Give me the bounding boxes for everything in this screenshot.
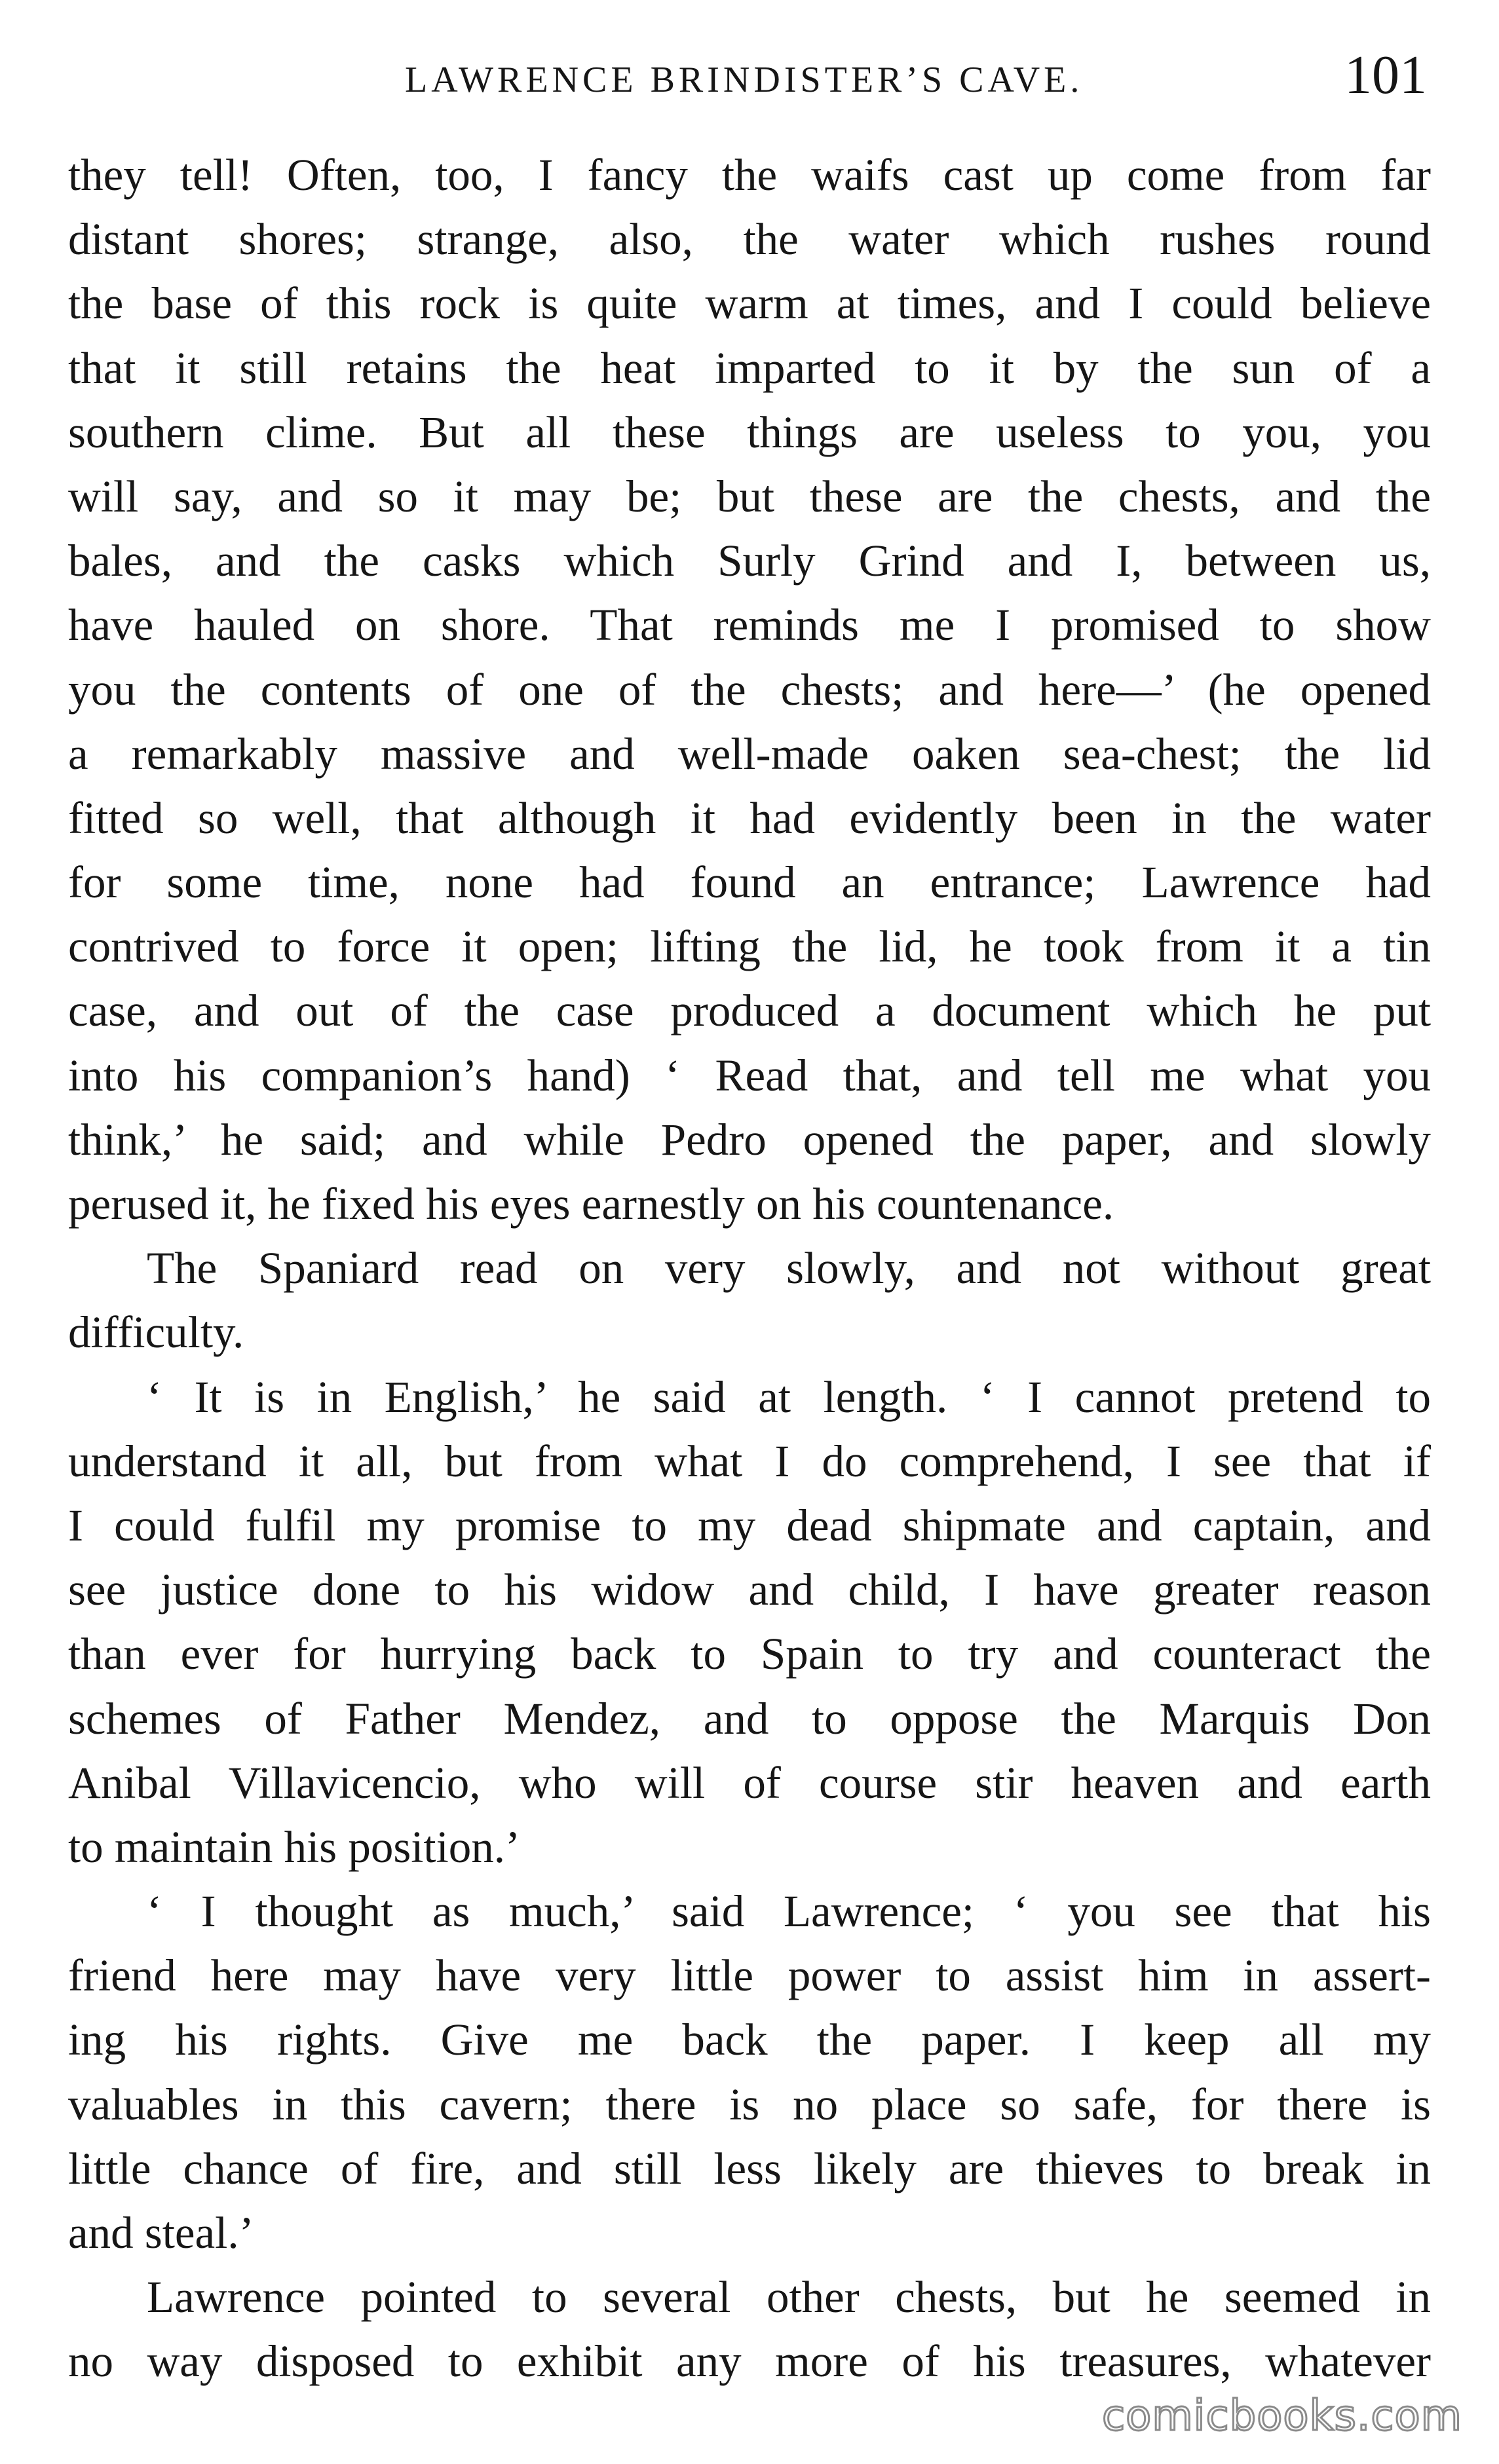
text-line: for some time, none had found an entrance; Lawrence had <box>68 857 1431 908</box>
text-line: bales, and the casks which Surly Grind and I, between us, <box>68 536 1431 586</box>
body-text <box>68 143 1431 2394</box>
text-line: the base of this rock is quite warm at times, and I could believe <box>68 278 1431 329</box>
text-line: that it still retains the heat imparted to it by the sun of a <box>68 343 1431 393</box>
text-line: I could fulfil my promise to my dead shipmate and captain, and <box>68 1500 1431 1550</box>
text-line: southern clime. But all these things are useless to you, you <box>68 407 1431 457</box>
text-line: will say, and so it may be; but these are the chests, and the <box>68 471 1431 521</box>
text-line: contrived to force it open; lifting the lid, he took from it a tin <box>68 922 1431 972</box>
text-line: they tell! Often, too, I fancy the waifs cast up come from far <box>68 150 1431 200</box>
text-line: see justice done to his widow and child, I have greater reason <box>68 1565 1431 1615</box>
text-line: to maintain his position.’ <box>68 1821 520 1872</box>
text-line: fitted so well, that although it had evidently been in the water <box>68 793 1431 843</box>
page-number: 101 <box>1344 45 1427 105</box>
text-line: valuables in this cavern; there is no place so safe, for there is <box>68 2079 1431 2129</box>
text-line: you the contents of one of the chests; and here—’ (he opened <box>68 664 1431 715</box>
text-line: ‘ It is in English,’ he said at length. ‘ I cannot pretend to <box>147 1372 1431 1422</box>
text-line: case, and out of the case produced a document which he put <box>68 986 1431 1036</box>
text-line: Lawrence pointed to several other chests, but he seemed in <box>147 2272 1431 2323</box>
text-line: a remarkably massive and well-made oaken sea-chest; the lid <box>68 728 1431 779</box>
text-line: and steal.’ <box>68 2208 254 2258</box>
text-line: perused it, he fixed his eyes earnestly on his countenance. <box>68 1179 1114 1229</box>
text-line: little chance of fire, and still less likely are thieves to break in <box>68 2143 1431 2193</box>
text-line: schemes of Father Mendez, and to oppose the Marquis Don <box>68 1693 1431 1744</box>
text-line: into his companion’s hand) ‘ Read that, and tell me what you <box>68 1050 1431 1100</box>
running-head <box>64 39 1427 118</box>
text-line: think,’ he said; and while Pedro opened the paper, and slowly <box>68 1114 1431 1165</box>
text-line: friend here may have very little power to assist him in assert- <box>68 1951 1431 2001</box>
text-line: have hauled on shore. That reminds me I promised to show <box>68 600 1431 650</box>
text-line: ing his rights. Give me back the paper. I keep all my <box>68 2015 1431 2065</box>
text-line: difficulty. <box>68 1307 244 1358</box>
text-line: no way disposed to exhibit any more of his treasures, whatever <box>68 2336 1431 2387</box>
text-line: The Spaniard read on very slowly, and not without great <box>147 1243 1431 1294</box>
watermark: comicbooks.com <box>1101 2392 1462 2440</box>
text-line: Anibal Villavicencio, who will of course stir heaven and earth <box>68 1757 1431 1808</box>
text-line: understand it all, but from what I do comprehend, I see that if <box>68 1436 1431 1486</box>
text-line: than ever for hurrying back to Spain to try and counteract the <box>68 1629 1431 1679</box>
running-title: LAWRENCE BRINDISTER’S CAVE. <box>405 60 1084 100</box>
text-line: distant shores; strange, also, the water which rushes round <box>68 214 1431 265</box>
text-line: ‘ I thought as much,’ said Lawrence; ‘ you see that his <box>147 1886 1431 1937</box>
